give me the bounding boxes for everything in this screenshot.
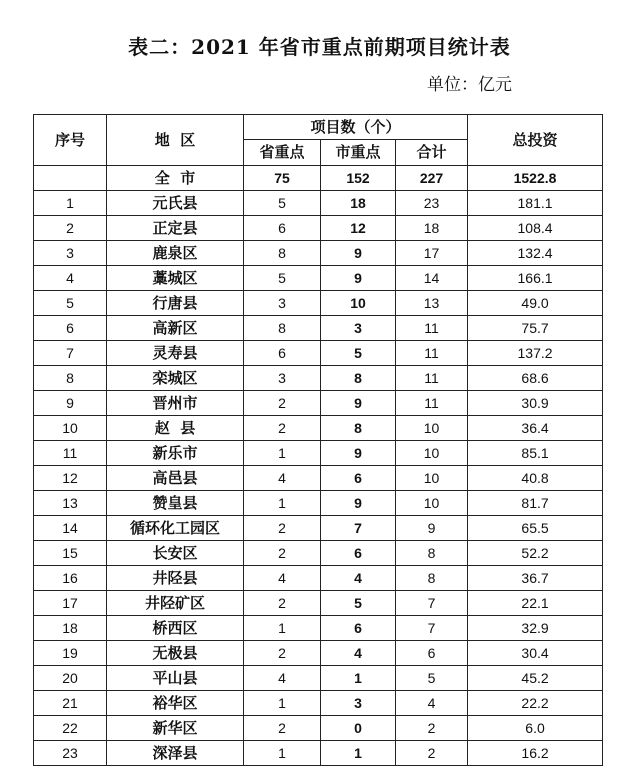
row-subtotal: 11: [396, 391, 468, 416]
row-seq: 12: [34, 466, 107, 491]
row-seq: 13: [34, 491, 107, 516]
row-municipal: 6: [321, 541, 396, 566]
row-investment: 81.7: [468, 491, 603, 516]
row-investment: 132.4: [468, 241, 603, 266]
row-subtotal: 10: [396, 441, 468, 466]
row-municipal: 0: [321, 716, 396, 741]
row-provincial: 2: [244, 391, 321, 416]
row-region: 裕华区: [107, 691, 244, 716]
row-municipal: 9: [321, 491, 396, 516]
row-subtotal: 10: [396, 416, 468, 441]
row-region: 井陉县: [107, 566, 244, 591]
row-subtotal: 4: [396, 691, 468, 716]
row-provincial: 5: [244, 191, 321, 216]
row-region: 灵寿县: [107, 341, 244, 366]
table-row: [34, 266, 603, 291]
row-investment: 36.7: [468, 566, 603, 591]
row-seq: 5: [34, 291, 107, 316]
row-region: 元氏县: [107, 191, 244, 216]
table-row: [34, 241, 603, 266]
row-seq: 11: [34, 441, 107, 466]
row-subtotal: 10: [396, 491, 468, 516]
table-row: [34, 366, 603, 391]
row-provincial: 2: [244, 416, 321, 441]
row-region: 井陉矿区: [107, 591, 244, 616]
row-provincial: 1: [244, 491, 321, 516]
row-investment: 181.1: [468, 191, 603, 216]
table-row: [34, 441, 603, 466]
row-region: 赵 县: [107, 416, 244, 441]
row-seq: 8: [34, 366, 107, 391]
row-municipal: 8: [321, 366, 396, 391]
unit-label: 单位：亿元: [427, 75, 512, 95]
header-region: 地 区: [107, 115, 244, 166]
table-row: [34, 741, 603, 766]
row-region: 新乐市: [107, 441, 244, 466]
row-municipal: 1: [321, 666, 396, 691]
header-subtotal: 合计: [396, 140, 468, 166]
row-seq: 23: [34, 741, 107, 766]
table-row: [34, 641, 603, 666]
row-municipal: 8: [321, 416, 396, 441]
row-seq: 15: [34, 541, 107, 566]
row-municipal: 5: [321, 341, 396, 366]
row-municipal: 18: [321, 191, 396, 216]
table-row: [34, 316, 603, 341]
row-provincial: 1: [244, 741, 321, 766]
table-title: 表二：2021 年省市重点前期项目统计表: [128, 35, 511, 59]
row-seq: 3: [34, 241, 107, 266]
row-provincial: 5: [244, 266, 321, 291]
header-investment: 总投资: [468, 115, 603, 166]
row-seq: 16: [34, 566, 107, 591]
row-provincial: 2: [244, 641, 321, 666]
row-provincial: 4: [244, 566, 321, 591]
row-provincial: 2: [244, 516, 321, 541]
row-region: 栾城区: [107, 366, 244, 391]
row-subtotal: 2: [396, 741, 468, 766]
row-subtotal: 5: [396, 666, 468, 691]
table-row: [34, 216, 603, 241]
row-municipal: 7: [321, 516, 396, 541]
table-row: [34, 291, 603, 316]
row-seq: 19: [34, 641, 107, 666]
table-row: [34, 516, 603, 541]
header-provincial: 省重点: [244, 140, 321, 166]
table-row: [34, 716, 603, 741]
row-investment: 49.0: [468, 291, 603, 316]
total-seq: [34, 166, 107, 191]
row-provincial: 1: [244, 616, 321, 641]
row-provincial: 2: [244, 541, 321, 566]
row-seq: 17: [34, 591, 107, 616]
table-row: [34, 391, 603, 416]
row-investment: 32.9: [468, 616, 603, 641]
table-row: [34, 666, 603, 691]
row-municipal: 10: [321, 291, 396, 316]
row-municipal: 6: [321, 466, 396, 491]
total-region: 全 市: [107, 166, 244, 191]
row-investment: 30.4: [468, 641, 603, 666]
row-region: 平山县: [107, 666, 244, 691]
row-subtotal: 9: [396, 516, 468, 541]
project-statistics-table: [33, 114, 603, 766]
header-seq: 序号: [34, 115, 107, 166]
row-subtotal: 11: [396, 341, 468, 366]
row-municipal: 1: [321, 741, 396, 766]
row-subtotal: 14: [396, 266, 468, 291]
total-municipal: 152: [321, 166, 396, 191]
row-region: 正定县: [107, 216, 244, 241]
row-municipal: 9: [321, 241, 396, 266]
row-investment: 30.9: [468, 391, 603, 416]
total-subtotal: 227: [396, 166, 468, 191]
row-region: 高新区: [107, 316, 244, 341]
table-row: [34, 566, 603, 591]
row-subtotal: 11: [396, 366, 468, 391]
header-projects: 项目数（个）: [244, 115, 468, 140]
row-subtotal: 11: [396, 316, 468, 341]
row-municipal: 3: [321, 691, 396, 716]
table-row: [34, 616, 603, 641]
table-row: [34, 416, 603, 441]
table-row: [34, 541, 603, 566]
row-investment: 45.2: [468, 666, 603, 691]
row-provincial: 6: [244, 341, 321, 366]
row-investment: 16.2: [468, 741, 603, 766]
row-seq: 10: [34, 416, 107, 441]
row-investment: 22.1: [468, 591, 603, 616]
row-subtotal: 13: [396, 291, 468, 316]
row-region: 赞皇县: [107, 491, 244, 516]
total-investment: 1522.8: [468, 166, 603, 191]
row-provincial: 8: [244, 316, 321, 341]
row-investment: 22.2: [468, 691, 603, 716]
row-subtotal: 8: [396, 566, 468, 591]
row-region: 无极县: [107, 641, 244, 666]
row-seq: 14: [34, 516, 107, 541]
total-row: [34, 166, 603, 191]
row-investment: 40.8: [468, 466, 603, 491]
row-municipal: 6: [321, 616, 396, 641]
row-subtotal: 18: [396, 216, 468, 241]
row-municipal: 4: [321, 566, 396, 591]
row-provincial: 3: [244, 366, 321, 391]
row-provincial: 1: [244, 691, 321, 716]
row-region: 晋州市: [107, 391, 244, 416]
table-row: [34, 191, 603, 216]
row-provincial: 4: [244, 466, 321, 491]
row-investment: 166.1: [468, 266, 603, 291]
row-seq: 21: [34, 691, 107, 716]
row-investment: 52.2: [468, 541, 603, 566]
row-provincial: 1: [244, 441, 321, 466]
row-provincial: 4: [244, 666, 321, 691]
row-region: 长安区: [107, 541, 244, 566]
row-subtotal: 17: [396, 241, 468, 266]
row-region: 藁城区: [107, 266, 244, 291]
row-seq: 20: [34, 666, 107, 691]
row-municipal: 3: [321, 316, 396, 341]
row-subtotal: 2: [396, 716, 468, 741]
row-provincial: 6: [244, 216, 321, 241]
table-row: [34, 691, 603, 716]
row-region: 鹿泉区: [107, 241, 244, 266]
row-provincial: 3: [244, 291, 321, 316]
row-municipal: 5: [321, 591, 396, 616]
row-municipal: 12: [321, 216, 396, 241]
row-municipal: 9: [321, 391, 396, 416]
total-provincial: 75: [244, 166, 321, 191]
row-subtotal: 23: [396, 191, 468, 216]
row-region: 行唐县: [107, 291, 244, 316]
row-investment: 68.6: [468, 366, 603, 391]
row-seq: 22: [34, 716, 107, 741]
table-row: [34, 591, 603, 616]
row-municipal: 4: [321, 641, 396, 666]
row-investment: 75.7: [468, 316, 603, 341]
row-region: 循环化工园区: [107, 516, 244, 541]
row-seq: 18: [34, 616, 107, 641]
row-provincial: 8: [244, 241, 321, 266]
row-provincial: 2: [244, 591, 321, 616]
row-seq: 6: [34, 316, 107, 341]
row-seq: 4: [34, 266, 107, 291]
row-subtotal: 10: [396, 466, 468, 491]
row-seq: 9: [34, 391, 107, 416]
row-subtotal: 7: [396, 616, 468, 641]
row-investment: 108.4: [468, 216, 603, 241]
row-region: 桥西区: [107, 616, 244, 641]
row-seq: 7: [34, 341, 107, 366]
row-region: 新华区: [107, 716, 244, 741]
row-municipal: 9: [321, 441, 396, 466]
row-investment: 137.2: [468, 341, 603, 366]
row-municipal: 9: [321, 266, 396, 291]
table-row: [34, 341, 603, 366]
row-region: 深泽县: [107, 741, 244, 766]
table-row: [34, 491, 603, 516]
row-investment: 65.5: [468, 516, 603, 541]
row-subtotal: 7: [396, 591, 468, 616]
row-region: 高邑县: [107, 466, 244, 491]
row-subtotal: 6: [396, 641, 468, 666]
row-subtotal: 8: [396, 541, 468, 566]
row-investment: 36.4: [468, 416, 603, 441]
header-municipal: 市重点: [321, 140, 396, 166]
row-seq: 1: [34, 191, 107, 216]
row-seq: 2: [34, 216, 107, 241]
table-row: [34, 466, 603, 491]
row-investment: 85.1: [468, 441, 603, 466]
row-provincial: 2: [244, 716, 321, 741]
row-investment: 6.0: [468, 716, 603, 741]
